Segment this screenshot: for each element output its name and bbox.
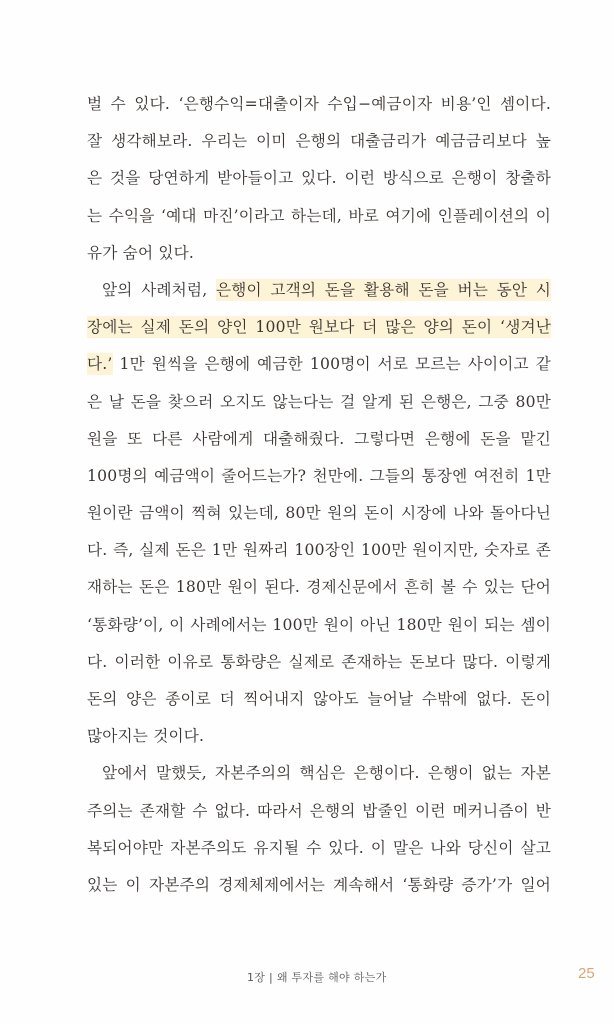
text-line: 는 수익을 ‘예대 마진’이라고 하는데, 바로 여기에 인플레이션의 이 [87, 206, 551, 225]
text-line: 잘 생각해보라. 우리는 이미 은행의 대출금리가 예금금리보다 높 [87, 132, 551, 151]
text-line: 은 날 돈을 찾으러 오지도 않는다는 걸 알게 된 은행은, 그중 80만 [87, 392, 551, 411]
text-line: 있는 이 자본주의 경제체제에서는 계속해서 ‘통화량 증가’가 일어 [87, 875, 551, 894]
text-line: 돈의 양은 종이로 더 찍어내지 않아도 늘어날 수밖에 없다. 돈이 [87, 690, 551, 708]
running-footer-chapter-title: 1장 | 왜 투자를 해야 하는가 [247, 971, 387, 984]
plain-text: 1만 원씩을 은행에 예금한 100명이 서로 모르는 사이이고 같 [112, 355, 551, 374]
text-line: 복되어야만 자본주의도 유지될 수 있다. 이 말은 나와 당신이 살고 [87, 838, 551, 857]
text-line: 재하는 돈은 180만 원이 된다. 경제신문에서 흔히 볼 수 있는 단어 [87, 578, 551, 597]
text-line: 벌 수 있다. ‘은행수익=대출이자 수입−예금이자 비용’인 셈이다. [87, 95, 551, 113]
highlighted-text: 다.’ [87, 355, 113, 374]
text-line: ‘통화량’이, 이 사례에서는 100만 원이 아닌 180만 원이 되는 셈이 [87, 615, 551, 634]
text-line [87, 309, 551, 346]
text-line: 다. 즉, 실제 돈은 1만 원짜리 100장인 100만 원이지만, 숫자로 존 [87, 541, 551, 560]
text-line [87, 346, 551, 383]
page-number: 25 [578, 965, 595, 982]
text-line: 은 것을 당연하게 받아들이고 있다. 이런 방식으로 은행이 창출하 [87, 169, 551, 188]
highlighted-text: 은행이 고객의 돈을 활용해 돈을 버는 동안 시 [215, 280, 551, 299]
text-line: 주의는 존재할 수 없다. 따라서 은행의 밥줄인 이런 메커니즘이 반 [87, 801, 551, 820]
text-line: 유가 숨어 있다. [87, 243, 195, 262]
text-line: 100명의 예금액이 줄어드는가? 천만에. 그들의 통장엔 여전히 1만 [87, 466, 551, 485]
text-line: 원이란 금액이 찍혀 있는데, 80만 원의 돈이 시장에 나와 돌아다닌 [87, 504, 551, 523]
text-line: 앞에서 말했듯, 자본주의의 핵심은 은행이다. 은행이 없는 자본 [102, 764, 551, 783]
text-line: 많아지는 것이다. [87, 727, 205, 746]
text-line: 원을 또 다른 사람에게 대출해줬다. 그렇다면 은행에 돈을 맡긴 [87, 429, 551, 448]
text-line: 다. 이러한 이유로 통화량은 실제로 존재하는 돈보다 많다. 이렇게 [87, 652, 551, 671]
text-line [87, 272, 551, 309]
highlighted-text: 장에는 실제 돈의 양인 100만 원보다 더 많은 양의 돈이 ‘생겨난 [87, 318, 551, 337]
plain-text: 앞의 사례처럼, [102, 280, 216, 299]
body-text [87, 86, 551, 904]
